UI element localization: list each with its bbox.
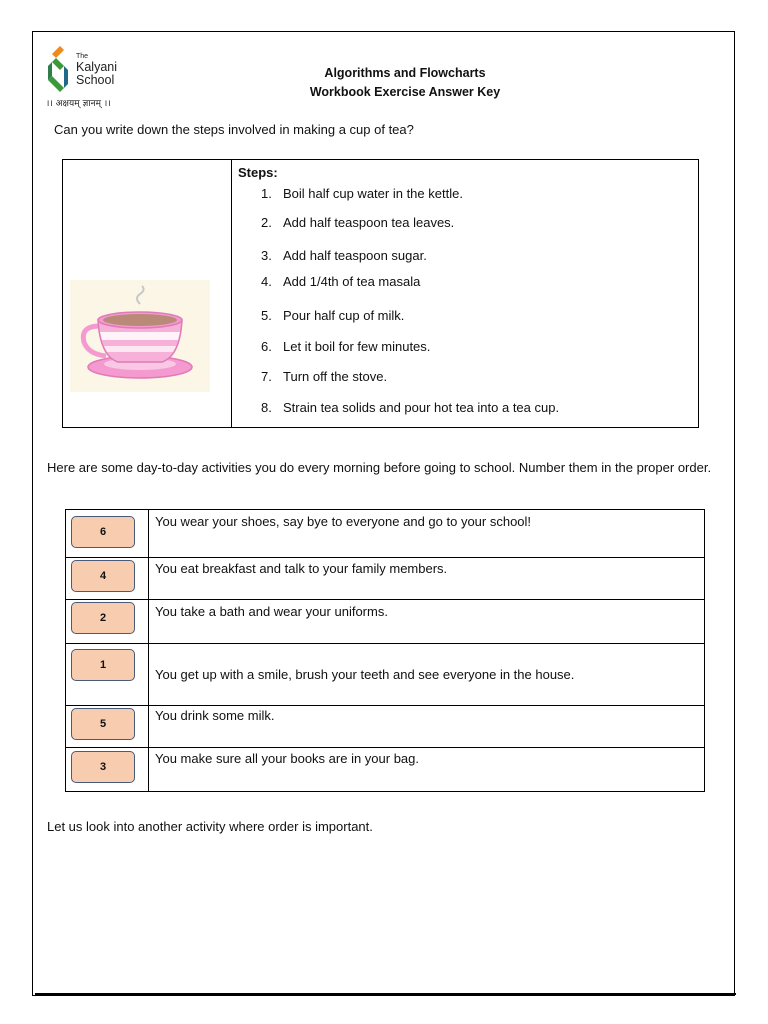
- step-item: [261, 369, 387, 384]
- activity-order-table: [65, 509, 705, 792]
- question-1: Can you write down the steps involved in making a cup of tea?: [54, 122, 414, 137]
- table-row: [66, 558, 704, 600]
- table-divider: [231, 160, 232, 427]
- order-number-box[interactable]: 4: [71, 560, 135, 592]
- step-text: Add half teaspoon tea leaves.: [283, 215, 455, 230]
- table-row: [66, 644, 704, 706]
- order-number-box[interactable]: 3: [71, 751, 135, 783]
- tea-cup-image: [70, 280, 210, 392]
- step-item: [261, 400, 559, 415]
- step-number: 7.: [261, 369, 272, 384]
- table-row: [66, 748, 704, 791]
- school-logo: [46, 44, 136, 110]
- activity-text: You drink some milk.: [155, 708, 275, 723]
- activity-text: You get up with a smile, brush your teeth and see everyone in the house.: [155, 667, 575, 682]
- step-number: 2.: [261, 215, 272, 230]
- logo-name-line1: Kalyani: [76, 60, 117, 74]
- table-row: [66, 706, 704, 748]
- step-item: [261, 274, 420, 289]
- page-header: [270, 64, 540, 102]
- question-3: Let us look into another activity where order is important.: [47, 819, 373, 834]
- logo-the-text: The: [76, 53, 89, 60]
- order-number-box[interactable]: 2: [71, 602, 135, 634]
- step-item: [261, 186, 463, 201]
- step-text: Add half teaspoon sugar.: [283, 248, 427, 263]
- step-number: 4.: [261, 274, 272, 289]
- step-number: 6.: [261, 339, 272, 354]
- step-number: 5.: [261, 308, 272, 323]
- order-number-box[interactable]: 1: [71, 649, 135, 681]
- tea-steps-table: [62, 159, 699, 428]
- order-number-box[interactable]: 5: [71, 708, 135, 740]
- activity-text: You take a bath and wear your uniforms.: [155, 604, 388, 619]
- step-item: [261, 248, 427, 263]
- logo-motto: ।। अक्षयम् ज्ञानम् ।।: [46, 99, 111, 109]
- logo-school-name: [76, 61, 117, 87]
- step-text: Turn off the stove.: [283, 369, 388, 384]
- question-2: Here are some day-to-day activities you do every morning before going to school. Number them in the proper order.: [47, 460, 712, 475]
- step-item: [261, 215, 454, 230]
- step-number: 1.: [261, 186, 272, 201]
- logo-name-line2: School: [76, 73, 115, 87]
- step-number: 3.: [261, 248, 272, 263]
- page-title: Algorithms and Flowcharts: [324, 66, 486, 80]
- kalyani-logo-icon: [46, 44, 74, 96]
- step-item: [261, 308, 404, 323]
- step-text: Add 1/4th of tea masala: [283, 274, 421, 289]
- activity-text: You wear your shoes, say bye to everyone and go to your school!: [155, 514, 532, 529]
- table-row: [66, 510, 704, 558]
- table-row: [66, 600, 704, 644]
- page-border-shadow: [35, 993, 736, 995]
- step-number: 8.: [261, 400, 272, 415]
- step-item: [261, 339, 430, 354]
- steps-title: Steps:: [238, 165, 278, 180]
- activity-text: You eat breakfast and talk to your family members.: [155, 561, 448, 576]
- tea-cup-icon: [70, 280, 210, 392]
- page-subtitle: Workbook Exercise Answer Key: [309, 85, 501, 99]
- activity-text: You make sure all your books are in your bag.: [155, 751, 420, 766]
- step-text: Strain tea solids and pour hot tea into a tea cup.: [283, 400, 560, 415]
- order-number-box[interactable]: 6: [71, 516, 135, 548]
- step-text: Boil half cup water in the kettle.: [283, 186, 463, 201]
- step-text: Let it boil for few minutes.: [283, 339, 431, 354]
- step-text: Pour half cup of milk.: [283, 308, 405, 323]
